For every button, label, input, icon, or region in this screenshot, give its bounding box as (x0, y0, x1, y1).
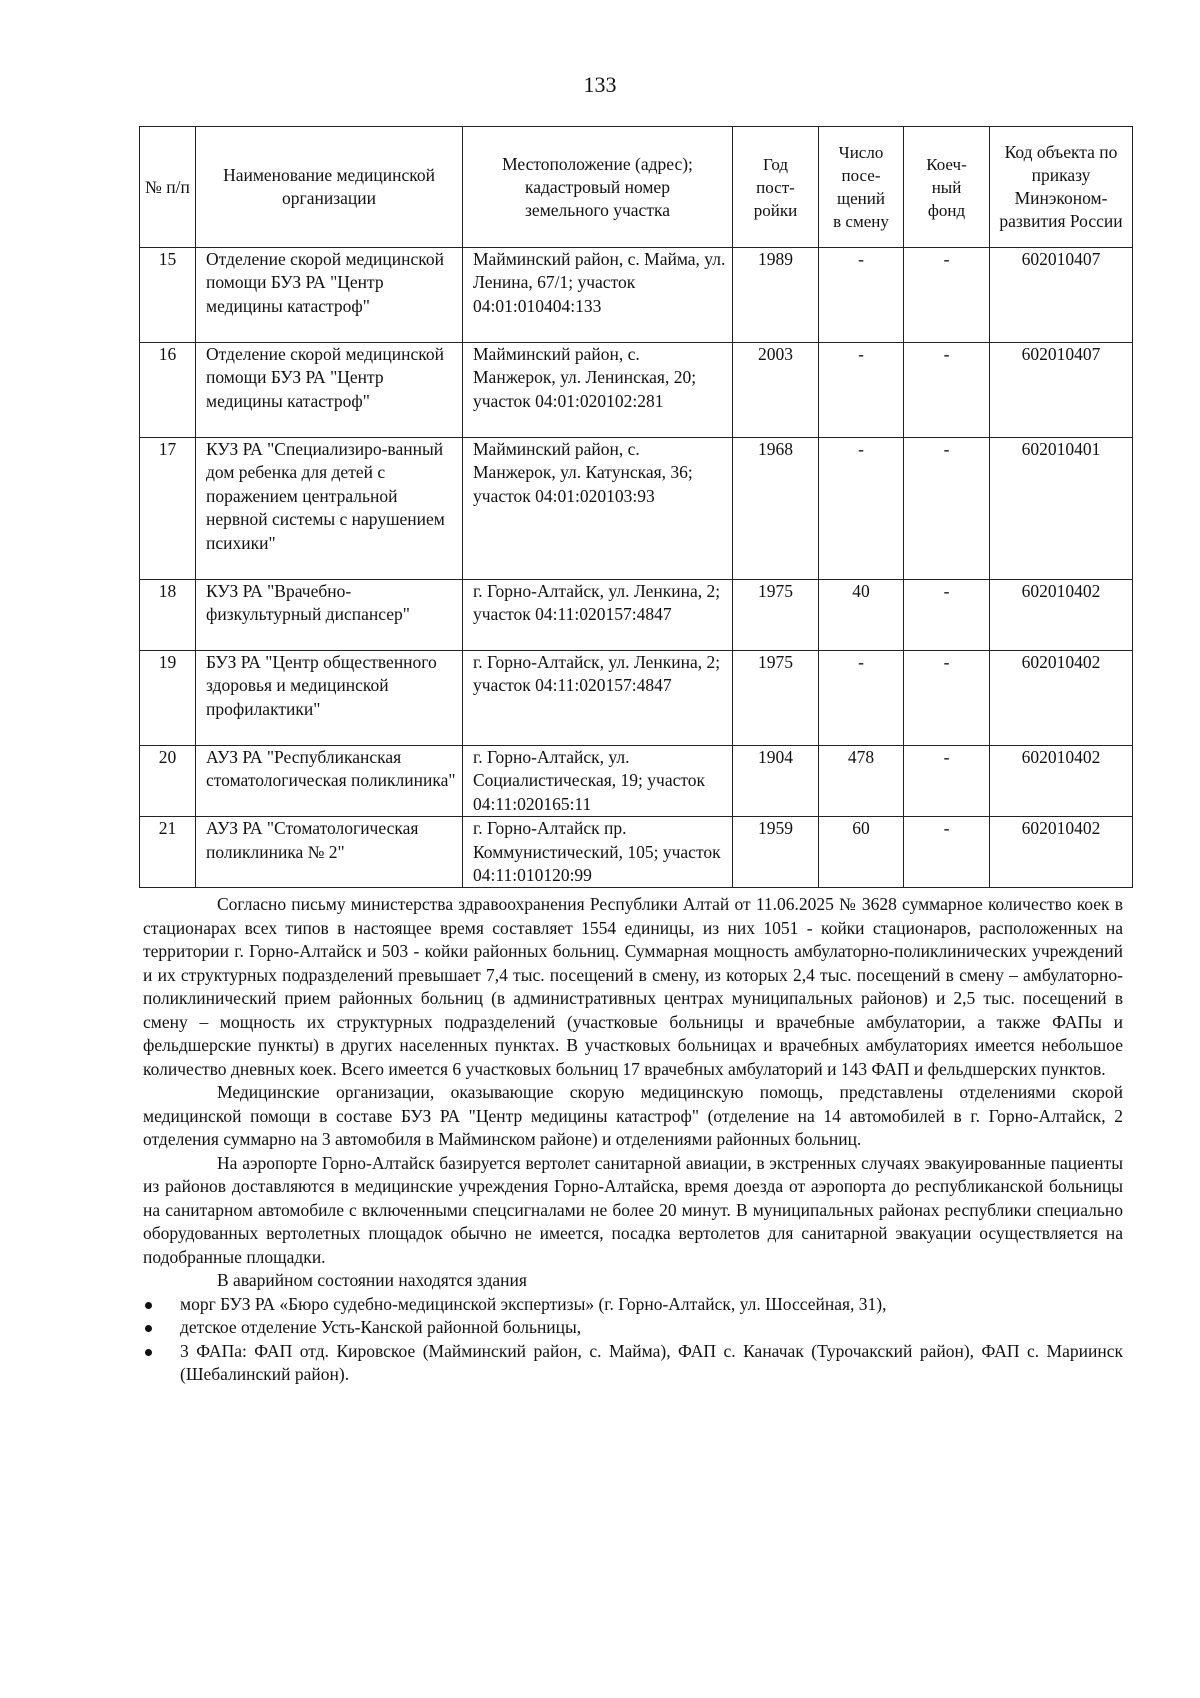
cell-num: 19 (140, 651, 196, 746)
cell-visits: - (819, 343, 904, 438)
cell-year: 1975 (733, 580, 819, 651)
table-row (140, 746, 1133, 817)
table-header-row (140, 127, 1133, 248)
page-number: 133 (583, 72, 617, 97)
cell-num: 15 (140, 248, 196, 343)
list-item (143, 1293, 1123, 1317)
body-text (143, 893, 1123, 1387)
cell-beds: - (904, 248, 990, 343)
cell-year: 1959 (733, 817, 819, 888)
cell-location: г. Горно-Алтайск, ул. Ленкина, 2; участок 04:11:020157:4847 (463, 651, 733, 746)
header-location: Местоположение (адрес); кадастровый номер земельного участка (463, 127, 733, 248)
header-code: Код объекта по приказу Минэконом-развития России (990, 127, 1133, 248)
table-row (140, 580, 1133, 651)
cell-name: АУЗ РА "Республиканская стоматологическая поликлиника" (196, 746, 463, 817)
cell-location: Майминский район, с. Манжерок, ул. Катунская, 36; участок 04:01:020103:93 (463, 438, 733, 580)
cell-visits: 478 (819, 746, 904, 817)
table-row (140, 651, 1133, 746)
list-item (143, 1340, 1123, 1387)
cell-code: 602010407 (990, 343, 1133, 438)
cell-name: Отделение скорой медицинской помощи БУЗ РА "Центр медицины катастроф" (196, 248, 463, 343)
cell-visits: - (819, 651, 904, 746)
paragraph-ambulance: Медицинские организации, оказывающие скорую медицинскую помощь, представлены отделениями скорой медицинской помощи в составе БУЗ РА "Центр медицины катастроф" (отделение на 14 автомобилей в г. Горно-Алтайск, 2 отделения суммарно на 3 автомобиля в Майминском районе) и отделениями районных больниц. (143, 1082, 1123, 1149)
cell-name: КУЗ РА "Врачебно-физкультурный диспансер" (196, 580, 463, 651)
header-name: Наименование медицинской организации (196, 127, 463, 248)
cell-num: 21 (140, 817, 196, 888)
list-item-text: морг БУЗ РА «Бюро судебно-медицинской экспертизы» (г. Горно-Алтайск, ул. Шоссейная, 31), (180, 1293, 887, 1314)
list-item-text: детское отделение Усть-Канской районной больницы, (180, 1317, 582, 1337)
medical-organizations-table (139, 126, 1133, 888)
cell-visits: 40 (819, 580, 904, 651)
cell-year: 1975 (733, 651, 819, 746)
bullet-icon (145, 1349, 152, 1356)
cell-year: 1904 (733, 746, 819, 817)
header-beds: Коеч-ный фонд (904, 127, 990, 248)
table-row (140, 343, 1133, 438)
cell-location: Майминский район, с. Манжерок, ул. Ленинская, 20; участок 04:01:020102:281 (463, 343, 733, 438)
cell-num: 17 (140, 438, 196, 580)
paragraph-air-ambulance: На аэропорте Горно-Алтайск базируется вертолет санитарной авиации, в экстренных случаях эвакуированные пациенты из районов доставляются в медицинские учреждения Горно-Алтайска, время доезда от аэропорта до республиканской больницы на санитарном автомобиле с включенными спецсигналами не более 20 минут. В муниципальных районах республики специально оборудованных вертолетных площадок обычно не имеется, посадка вертолетов для санитарной эвакуации осуществляется на подобранные площадки. (143, 1152, 1123, 1267)
cell-location: Майминский район, с. Майма, ул. Ленина, 67/1; участок 04:01:010404:133 (463, 248, 733, 343)
cell-code: 602010402 (990, 817, 1133, 888)
cell-visits: 60 (819, 817, 904, 888)
cell-num: 18 (140, 580, 196, 651)
cell-beds: - (904, 343, 990, 438)
cell-num: 16 (140, 343, 196, 438)
bullet-icon (145, 1302, 152, 1309)
cell-visits: - (819, 438, 904, 580)
cell-year: 1989 (733, 248, 819, 343)
cell-beds: - (904, 746, 990, 817)
cell-name: БУЗ РА "Центр общественного здоровья и медицинской профилактики" (196, 651, 463, 746)
cell-beds: - (904, 817, 990, 888)
cell-location: г. Горно-Алтайск, ул. Социалистическая, 19; участок 04:11:020165:11 (463, 746, 733, 817)
cell-code: 602010402 (990, 580, 1133, 651)
cell-visits: - (819, 248, 904, 343)
cell-code: 602010407 (990, 248, 1133, 343)
table-row (140, 438, 1133, 580)
paragraph-emergency-buildings: В аварийном состоянии находятся здания (217, 1270, 527, 1290)
list-item-text: 3 ФАПа: ФАП отд. Кировское (Майминский район, с. Майма), ФАП с. Каначак (Турочакский район), ФАП с. Мариинск (Шебалинский район). (180, 1340, 1123, 1384)
cell-name: КУЗ РА "Специализиро-ванный дом ребенка для детей с поражением центральной нервной системы с нарушением психики" (196, 438, 463, 580)
cell-location: г. Горно-Алтайск, ул. Ленкина, 2; участок 04:11:020157:4847 (463, 580, 733, 651)
cell-location: г. Горно-Алтайск пр. Коммунистический, 105; участок 04:11:010120:99 (463, 817, 733, 888)
header-visits: Число посе-щений в смену (819, 127, 904, 248)
cell-beds: - (904, 438, 990, 580)
cell-name: АУЗ РА "Стоматологическая поликлиника № 2" (196, 817, 463, 888)
cell-num: 20 (140, 746, 196, 817)
cell-beds: - (904, 651, 990, 746)
cell-code: 602010402 (990, 651, 1133, 746)
cell-code: 602010401 (990, 438, 1133, 580)
emergency-buildings-list (143, 1293, 1123, 1387)
cell-code: 602010402 (990, 746, 1133, 817)
cell-year: 2003 (733, 343, 819, 438)
table-row (140, 817, 1133, 888)
cell-name: Отделение скорой медицинской помощи БУЗ РА "Центр медицины катастроф" (196, 343, 463, 438)
header-num: № п/п (140, 127, 196, 248)
list-item (143, 1316, 1123, 1340)
header-year: Год пост-ройки (733, 127, 819, 248)
bullet-icon (145, 1325, 152, 1332)
paragraph-bed-capacity: Согласно письму министерства здравоохранения Республики Алтай от 11.06.2025 № 3628 суммарное количество коек в стационарах всех типов в настоящее время составляет 1554 единицы, из них 1051 - койки стационаров, расположенных на территории г. Горно-Алтайск и 503 - койки районных больниц. Суммарная мощность амбулаторно-поликлинических учреждений и их структурных подразделений превышает 7,4 тыс. посещений в смену, из которых 2,4 тыс. посещений в смену – амбулаторно-поликлинический прием районных больниц (в административных центрах муниципальных районов) и 2,5 тыс. посещений в смену – мощность их структурных подразделений (участковые больницы и врачебные амбулатории, а также ФАПы и фельдшерские пункты) в других населенных пунктах. В участковых больницах и врачебных амбулаториях имеется небольшое количество дневных коек. Всего имеется 6 участковых больниц 17 врачебных амбулаторий и 143 ФАП и фельдшерских пунктов. (143, 894, 1123, 1079)
cell-beds: - (904, 580, 990, 651)
table-row (140, 248, 1133, 343)
cell-year: 1968 (733, 438, 819, 580)
